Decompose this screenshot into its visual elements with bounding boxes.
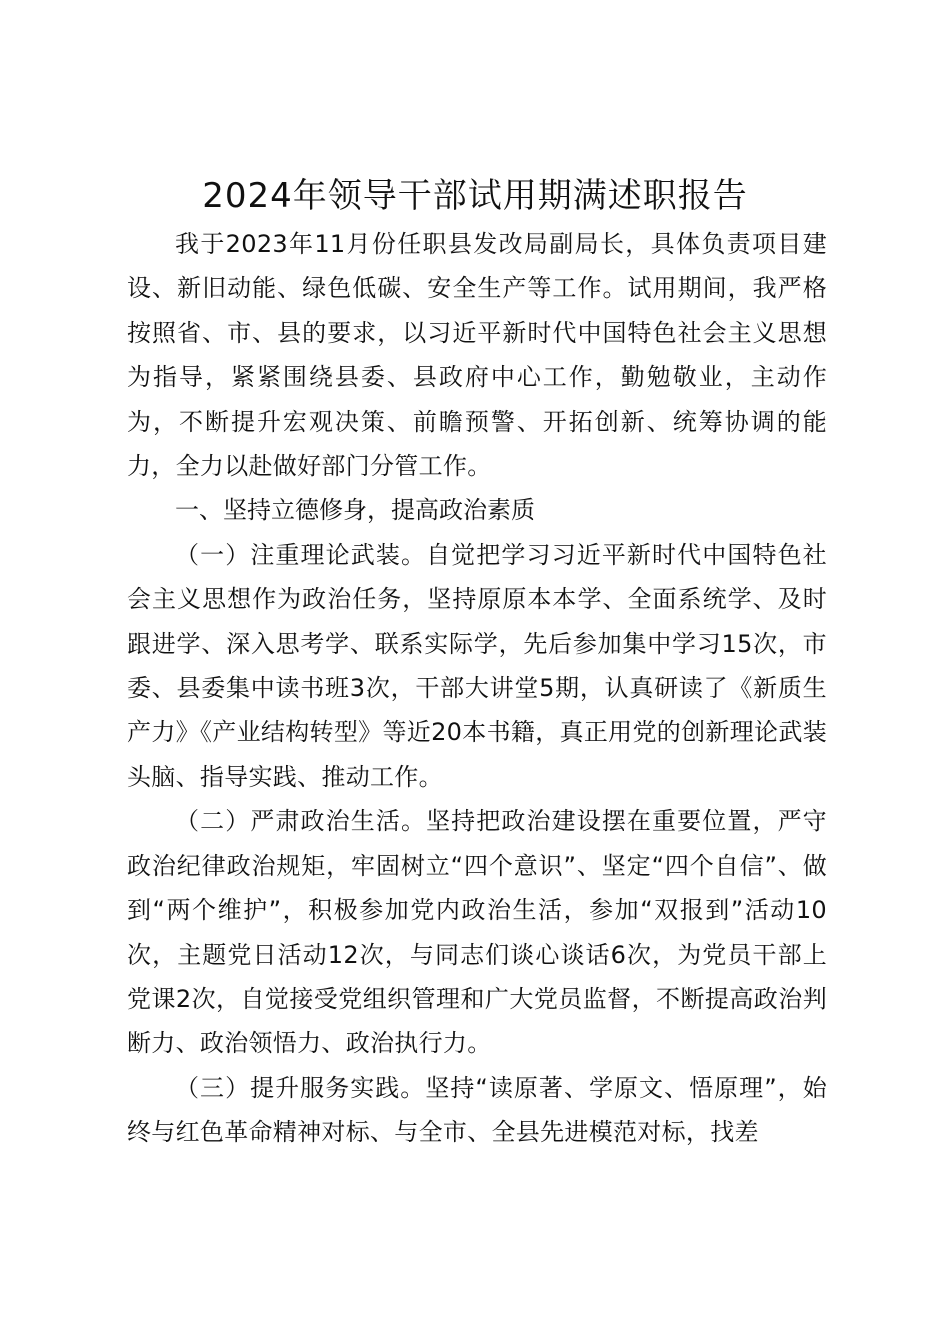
intro-paragraph: 我于2023年11月份任职县发改局副局长，具体负责项目建设、新旧动能、绿色低碳、安全生产等工作。试用期间，我严格按照省、市、县的要求，以习近平新时代中国特色社会主义思想为指导，紧紧围绕县委、县政府中心工作，勤勉敬业，主动作为，不断提升宏观决策、前瞻预警、开拓创新、统筹协调的能力，全力以赴做好部门分管工作。	[127, 230, 827, 481]
document-body	[127, 222, 827, 1155]
item-paragraph-1: （一）注重理论武装。自觉把学习习近平新时代中国特色社会主义思想作为政治任务，坚持原原本本学、全面系统学、及时跟进学、深入思考学、联系实际学，先后参加集中学习15次，市委、县委集中读书班3次，干部大讲堂5期，认真研读了《新质生产力》《产业结构转型》等近20本书籍，真正用党的创新理论武装头脑、指导实践、推动工作。	[127, 540, 827, 791]
section-heading: 一、坚持立德修身，提高政治素质	[175, 496, 535, 525]
item-paragraph-2: （二）严肃政治生活。坚持把政治建设摆在重要位置，严守政治纪律政治规矩，牢固树立“四个意识”、坚定“四个自信”、做到“两个维护”，积极参加党内政治生活，参加“双报到”活动10次，主题党日活动12次，与同志们谈心谈话6次，为党员干部上党课2次，自觉接受党组织管理和广大党员监督，不断提高政治判断力、政治领悟力、政治执行力。	[127, 807, 827, 1058]
item-paragraph-3: （三）提升服务实践。坚持“读原著、学原文、悟原理”，始终与红色革命精神对标、与全市、全县先进模范对标，找差	[127, 1073, 827, 1147]
document-title: 2024年领导干部试用期满述职报告	[202, 176, 748, 216]
